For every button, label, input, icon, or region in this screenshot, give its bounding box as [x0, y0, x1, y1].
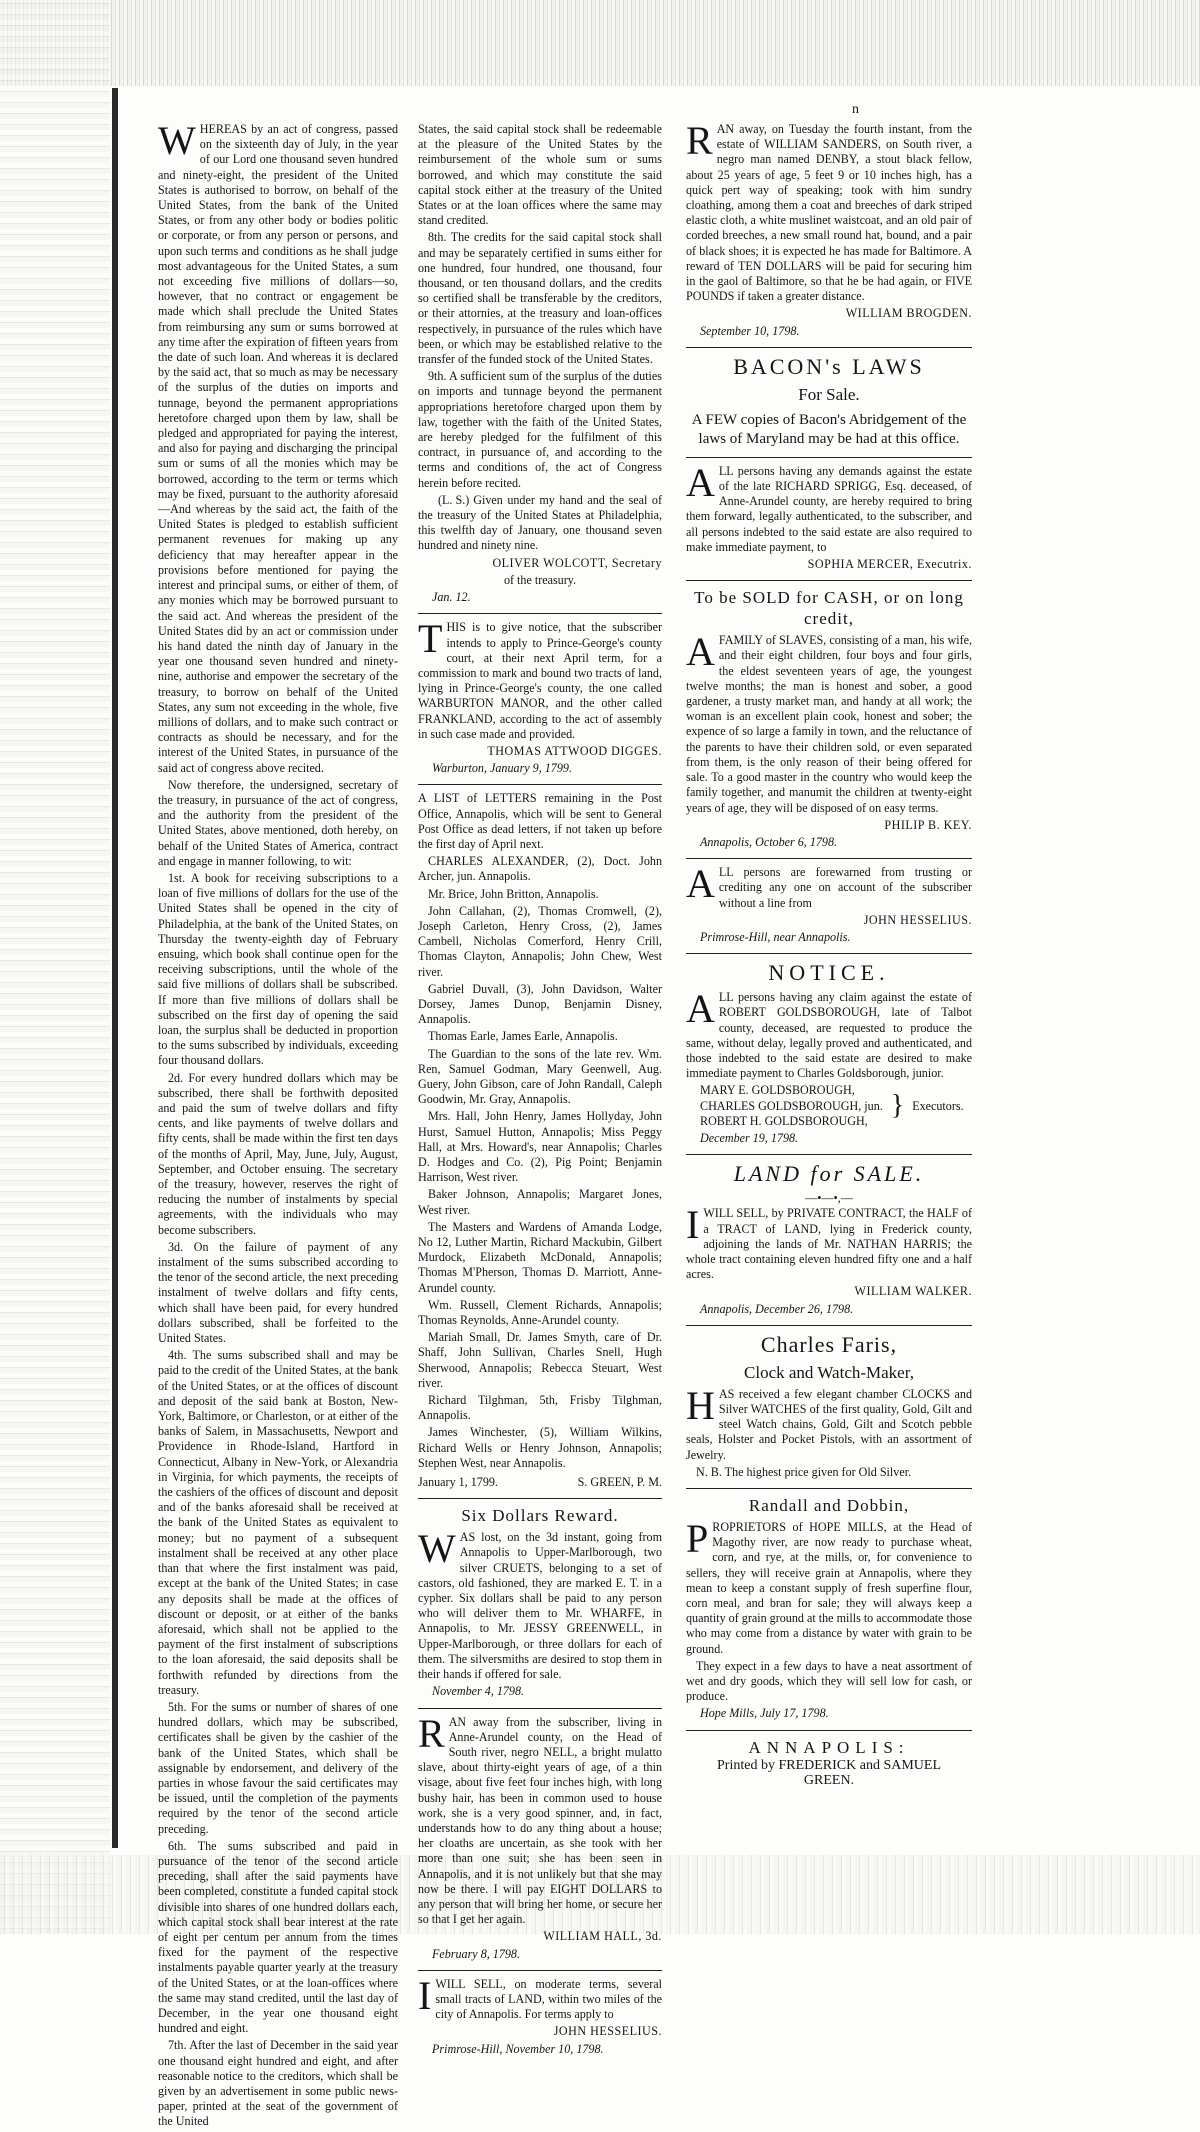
slaves-signature: PHILIP B. KEY.	[884, 817, 972, 832]
sprigg-signature: SOPHIA MERCER, Executrix.	[807, 557, 972, 572]
proclamation-para-7: 6th. The sums subscribed and paid in pursuance of the tenor of the second article preceding, shall after the said payments have been completed, constitute a funded capital stock divisible into shares of one hundred dollars each, which capital stock shall bear interest at the rate of eight per centum per annum from the times fixed for the payment of the respective instalments payable quarter yearly at the treasury of the United States, or at the loan-offices where the same may stand credited, until the last day of December, in the year one thousand eight hundred and eight.	[158, 1838, 398, 2036]
sprigg-estate	[686, 459, 972, 572]
proclamation-cont-1: 8th. The credits for the said capital stock shall and may be separately certified in sums either for one hundred, four hundred, one thousand, four thousand, or ten thousand dollars, and the credits so certified shall be transferable by the creditors, or their attornies, at the treasury and loan-offices respectively, in pursuance of the rules which have been, or which may be established relative to the transfer of the funded stock of the United States.	[418, 230, 662, 367]
land-for-sale	[686, 1161, 972, 1317]
hesselius-text: LL persons are forewarned from trusting or crediting any one on account of the subscriber without a line from	[718, 865, 972, 910]
letters-intro: A LIST of LETTERS remaining in the Post Office, Annapolis, which will be sent to General Post Office as dead letters, if not taken up before the first day of April next.	[418, 791, 662, 851]
slaves-date: Annapolis, October 6, 1798.	[700, 834, 838, 849]
divider	[686, 457, 972, 458]
letters-item: Gabriel Duvall, (3), John Davidson, Walter Dorsey, James Dunop, Benjamin Disney, Annapolis.	[418, 981, 662, 1027]
reward-title: Six Dollars Reward.	[461, 1506, 619, 1526]
reward-text: AS lost, on the 3d instant, going from Annapolis to Upper-Marlborough, two silver CRUETS, belonging to a set of castors, old fashioned, they are marked E. T. in a cypher. Six dollars shall be paid to any person who will deliver them to Mr. WHARFE, in Annapolis, to Mr. JESSY GREENWELL, in Upper-Marlborough, or three dollars for each of them. The silversmiths are desired to stop them in their hands if offered for sale.	[418, 1530, 662, 1682]
letters-item: Thomas Earle, James Earle, Annapolis.	[428, 1029, 618, 1044]
land-date: Primrose-Hill, November 10, 1798.	[432, 2041, 604, 2056]
letters-item: Mr. Brice, John Britton, Annapolis.	[428, 886, 599, 901]
wolcott-title: of the treasury.	[503, 572, 577, 587]
dropcap-h: H	[686, 1382, 715, 1428]
scan-noise-top	[0, 0, 1200, 86]
denby-date: September 10, 1798.	[700, 323, 800, 338]
divider	[686, 580, 972, 581]
column-1	[158, 118, 398, 2132]
divider	[418, 1498, 662, 1499]
letters-item: John Callahan, (2), Thomas Cromwell, (2), Joseph Carleton, Henry Cross, (2), James Cambell, Nicholas Comerford, Henry Crill, Thomas Clayton, Annapolis; John Chew, West river.	[418, 903, 662, 979]
land-text: WILL SELL, on moderate terms, several small tracts of LAND, within two miles of the city of Annapolis. For terms apply to	[435, 1976, 662, 2022]
letters-signature: S. GREEN, P. M.	[577, 1475, 662, 1490]
column-3	[686, 118, 972, 1788]
executor-name: ROBERT H. GOLDSBOROUGH,	[700, 1113, 868, 1128]
land-small-tracts	[418, 1972, 662, 2057]
page-border	[112, 88, 118, 1848]
proclamation-para-2: 1st. A book for receiving subscriptions to a loan of five millions of dollars for the use of the United States shall be opened in the city of Philadelphia, at the bank of the United States, on Thursday the twenty-eighth day of February ensuing, which book shall continue open for the receiving subscriptions, until the whole of the said five millions of dollars shall be subscribed. If more than five millions of dollars shall be subscribed on the first day of opening the said loan, the surplus shall be deducted in proportion to the sums subscribed by individuals, exceeding four thousand dollars.	[158, 870, 398, 1068]
divider	[686, 1325, 972, 1326]
letters-item: Baker Johnson, Annapolis; Margaret Jones, West river.	[418, 1187, 662, 1217]
land-signature: JOHN HESSELIUS.	[553, 2024, 662, 2039]
dropcap-i: I	[686, 1202, 700, 1248]
dropcap-r: R	[686, 118, 713, 163]
divider	[418, 613, 662, 614]
column-2	[418, 122, 662, 2065]
proclamation-para-8: 7th. After the last of December in the said year one thousand eight hundred and eight, and after reasonable notice to the creditors, which shall be given by an advertisement in some public news-paper, printed at the seat of the government of the United	[158, 2038, 398, 2129]
bacons-laws	[686, 354, 972, 449]
imprint-line-1: Printed by FREDERICK and SAMUEL	[717, 1757, 941, 1773]
divider	[686, 1488, 972, 1489]
proclamation-para-1: Now therefore, the undersigned, secretary of the treasury, in pursuance of the act of congress, and the authority from the president of the United States, above mentioned, doth hereby, on behalf of the United States of America, contract and engage in manner following, to wit:	[158, 777, 398, 868]
hesselius-place: Primrose-Hill, near Annapolis.	[700, 929, 851, 944]
landsale-title: LAND for SALE.	[733, 1161, 925, 1187]
letters-item: The Masters and Wardens of Amanda Lodge, No 12, Luther Martin, Richard Mackubin, Gilbert Murdock, Elizabeth McDonald, Annapolis; Thomas M'Pherson, Thomas D. Marriott, Anne-Arundel county.	[418, 1219, 662, 1295]
divider	[686, 1730, 972, 1731]
bacon-title: BACON's LAWS	[733, 353, 925, 379]
slaves-text: FAMILY of SLAVES, consisting of a man, his wife, and their eight children, four boys and four girls, the eldest seventeen years of age, the youngest twelve months; the man is honest and sober, a good gardener, a trusty market man, and handy at all work; the woman is an excellent plain cook, honest and sober; the expence of so large a family in town, and the reluctance of the parents to have their children sold, or even separated from them, is the only reason of their being offered for sale. To a good master in the country who would keep the family together, and manumit the children at twenty-eight years of age, they will be disposed of on easy terms.	[686, 633, 972, 815]
letters-item: Mariah Small, Dr. James Smyth, care of Dr. Shaff, John Sullivan, Charles Snell, Hugh Sherwood, Annapolis; Rebecca Steuart, West river.	[418, 1330, 662, 1390]
slaves-title: To be SOLD for CASH, or on long credit,	[694, 588, 964, 629]
proclamation-para-4: 3d. On the failure of payment of any instalment of the sums subscribed according to the tenor of the second article, the next preceding instalment of twelve dollars and fifty cents, which shall have been paid, for every hundred dollars subscribed, shall be forfeited to the United States.	[158, 1239, 398, 1346]
notice-title: NOTICE.	[768, 960, 890, 986]
randall-date: Hope Mills, July 17, 1798.	[700, 1706, 829, 1721]
treasury-proclamation	[158, 118, 398, 2130]
notice-text: LL persons having any claim against the estate of ROBERT GOLDSBOROUGH, late of Talbot county, deceased, are requested to produce the same, without delay, legally proved and authenticated, and those indebted to the said estate are desired to make immediate payment to Charles Goldsborough, junior.	[686, 990, 972, 1081]
hesselius-signature: JOHN HESSELIUS.	[863, 912, 972, 927]
faris-subtitle: Clock and Watch-Maker,	[744, 1362, 914, 1382]
divider	[686, 347, 972, 348]
dropcap-r: R	[418, 1710, 445, 1756]
dropcap-i: I	[418, 1972, 432, 2018]
randall-text-2: They expect in a few days to have a neat assortment of wet and dry goods, which they will sell low for cash, or produce.	[686, 1658, 972, 1704]
proclamation-cont-2: 9th. A sufficient sum of the surplus of the duties on imports and tunnage beyond the permanent appropriations heretofore charged upon them by law, together with the faith of the United States, are hereby pledged for the fulfilment of this contract, in pursuance of, and according to the terms and conditions of, the act of Congress herein before recited.	[418, 369, 662, 490]
proclamation-para-0: HEREAS by an act of congress, passed on the sixteenth day of July, in the year of our Lord one thousand seven hundred and ninety-eight, the president of the United States is authorised to borrow, on behalf of the United States, from the bank of the United States, or from any other body or bodies politic or corporate, or from any person or persons, and upon such terms and conditions as he shall judge most advantageous for the United States, a sum not exceeding five millions of dollars—so, however, that no contract or engagement be made which shall preclude the United States from reimbursing any sum or sums borrowed at any time after the expiration of fifteen years from the date of such loan. And whereas it is declared by the said act, that so much as may be necessary of the surplus of the duties on imports and tunnage, beyond the permanent appropriations heretofore charged upon them by law, shall be pledged and appropriated for paying the interest, and also for paying and discharging the principal sum or sums of all the monies which may be borrowed, according to the term or terms which may be fixed, pursuant to the authority aforesaid—And whereas by the said act, the faith of the United States is pledged to establish sufficient permanent revenues for making up any deficiency that may hereafter appear in the provisions before mentioned for paying the interest and principal sums, or either of them, of any monies which may be borrowed pursuant to the said act. And whereas the president of the United States did by an act or commission under his hand dated the ninth day of January in the year one thousand seven hundred and ninety-nine, authorise and empower the secretary of the treasury, to borrow on behalf of the United States, any sum not exceeding in the whole, five millions of dollars, and to make such contract or contracts as should be necessary, and for the interest of the United States, in pursuance of the said act of congress above recited.	[158, 122, 398, 775]
dropcap-p: P	[686, 1516, 709, 1561]
slaves-for-sale	[686, 587, 972, 850]
faris-title: Charles Faris,	[760, 1331, 898, 1357]
faris-clockmaker	[686, 1332, 972, 1480]
landsale-signature: WILLIAM WALKER.	[854, 1284, 972, 1299]
digges-date: Warburton, January 9, 1799.	[432, 761, 572, 776]
proclamation-para-6: 5th. For the sums or number of shares of one hundred dollars, which may be subscribed, certificates shall be given by the cashier of the bank of the United States, which shall be assignable by endorsement, and delivery of the parties in whose favour the said certificates may be issued, until the completion of the payments required by the tenor of the second article preceding.	[158, 1699, 398, 1836]
sprigg-text: LL persons having any demands against the estate of the late RICHARD SPRIGG, Esq. deceased, of Anne-Arundel county, are hereby required to bring them forward, legally authenticated, to the subscriber, and all persons indebted to the said estate are also required to make immediate payment, to	[686, 463, 972, 554]
bacon-text: A FEW copies of Bacon's Abridgement of the laws of Maryland may be had at this office.	[691, 411, 967, 447]
runaway-denby	[686, 118, 972, 339]
dropcap-w: W	[418, 1526, 456, 1572]
nell-date: February 8, 1798.	[432, 1946, 521, 1961]
digges-signature: THOMAS ATTWOOD DIGGES.	[487, 743, 662, 758]
divider	[686, 1154, 972, 1155]
proclamation-para-5: 4th. The sums subscribed shall and may be paid to the credit of the United States, at the bank of the United States, or at the offices of discount and deposit of the said bank at Boston, New-York, Baltimore, or Charleston, or at either of the banks of Salem, in Massachusetts, Newport and Providence in Rhode-Island, Hartford in Connecticut, Albany in New-York, or Alexandria in Virginia, for which payments, the receipts of the cashiers of the offices of discount and deposit and of the banks aforesaid shall be received at the bank of the United States as equivalent to money; but no payment of a subsequent instalment shall be received at any other place than that where the first instalment was paid, except at the bank of the United States; in case any deposits shall be made at the offices of discount or deposit, or at either of the banks aforesaid, which shall not be applied to the payment of the first instalment of subscriptions to the loan aforesaid, the said deposits shall be forthwith refunded by directions from the treasury.	[158, 1348, 398, 1697]
letters-item: Richard Tilghman, 5th, Frisby Tilghman, Annapolis.	[418, 1393, 662, 1423]
divider	[686, 953, 972, 954]
letters-item: The Guardian to the sons of the late rev. Wm. Ren, Samuel Godman, Mary Geenwell, Aug. Guery, John Gibson, care of John Randall, Caleph Goodwin, Mr. Gray, Annapolis.	[418, 1046, 662, 1107]
imprint-line-2: GREEN.	[803, 1772, 855, 1788]
notice-date: December 19, 1798.	[700, 1130, 799, 1145]
folio-mark: n	[852, 102, 859, 117]
faris-text: AS received a few elegant chamber CLOCKS and Silver WATCHES of the first quality, Gold, Gilt and steel Watch chains, Gold, Gilt and Scotch pebble seals, Holster and Pocket Pistols, with an assortment of Jewelry.	[686, 1386, 972, 1462]
letters-item: Wm. Russell, Clement Richards, Annapolis; Thomas Reynolds, Anne-Arundel county.	[418, 1297, 662, 1328]
randall-dobbin	[686, 1495, 972, 1722]
letters-date: January 1, 1799.	[418, 1475, 498, 1490]
landsale-text: WILL SELL, by PRIVATE CONTRACT, the HALF of a TRACT of LAND, lying in Frederick county, adjoining the lands of Mr. NATHAN HARRIS; the whole tract containing eleven hundred fifty one and a half acres.	[686, 1206, 972, 1282]
divider	[418, 784, 662, 785]
dropcap-w: W	[158, 118, 196, 163]
denby-text: AN away, on Tuesday the fourth instant, from the estate of WILLIAM SANDERS, on South river, a negro man named DENBY, a stout black fellow, about 25 years of age, 5 feet 9 or 10 inches high, has a quick pert way of speaking; took with him sundry cloathing, among them a coat and breeches of dark striped elastic cloth, a white muslinet waistcoat, and an old pair of corded breeches, a new small round hat, bound, and a pair of black shoes; it is expected he has made for Baltimore. A reward of TEN DOLLARS will be paid for securing him in the gaol of Baltimore, so that he be had again, or FIVE POUNDS if taken a greater distance.	[686, 122, 972, 304]
dropcap-a: A	[686, 861, 715, 907]
landsale-date: Annapolis, December 26, 1798.	[700, 1301, 854, 1316]
executors-label: Executors.	[912, 1098, 964, 1113]
letters-item: Mrs. Hall, John Henry, James Hollyday, John Hurst, Samuel Hutton, Annapolis; Miss Peggy Hall, at Mrs. Howard's, near Annapolis; Charles D. Hodges and Co. (2), Pig Point; Benjamin Harrison, West river.	[418, 1109, 662, 1185]
hesselius-warning	[686, 861, 972, 945]
proclamation-cont-3: Given under my hand and the seal of the treasury of the United States at Philadelphia, this twelfth day of January, one thousand seven hundred and ninety nine.	[418, 492, 662, 553]
brace-glyph: }	[890, 1090, 905, 1122]
faris-nb: N. B. The highest price given for Old Silver.	[696, 1464, 912, 1479]
wolcott-date: Jan. 12.	[432, 590, 471, 605]
wolcott-signature: OLIVER WOLCOTT, Secretary	[492, 555, 662, 570]
dropcap-t: T	[418, 616, 443, 662]
randall-title: Randall and Dobbin,	[748, 1496, 910, 1515]
proclamation-continued	[418, 122, 662, 605]
randall-text: ROPRIETORS of HOPE MILLS, at the Head of Magothy river, are now ready to purchase wheat, corn, and rye, at the mills, or, for convenience to sellers, they will receive grain at Annapolis, where they mean to keep a constant supply of fresh superfine flour, corn meal, and bran for sale; they will always keep a quantity of grain ground at the mills to accommodate those who may come from a distance by water with grain to be ground.	[686, 1520, 972, 1656]
landsale-ornament: —•—•,—	[805, 1191, 853, 1206]
proclamation-para-3: 2d. For every hundred dollars which may be subscribed, there shall be forthwith deposited and paid the sum of twelve dollars and fifty cents, and like payments of twelve dollars and fifty cents, shall be made within the first ten days of the months of April, May, June, July, August, September, and October ensuing. The secretary of the treasury, however, reserves the right of reducing the number of instalments by special agreements, with the individuals who may become subscribers.	[158, 1070, 398, 1237]
treasury-seal: (L. S.)	[438, 492, 470, 507]
nell-signature: WILLIAM HALL, 3d.	[543, 1929, 662, 1944]
letters-list	[418, 791, 662, 1490]
reward-date: November 4, 1798.	[432, 1684, 525, 1699]
nell-text: AN away from the subscriber, living in Anne-Arundel county, on the Head of South river, negro NELL, a bright mulatto slave, about thirty-eight years of age, of a thin visage, about five feet four inches high, with long bushy hair, has been in common used to house work, she is a very good spinner, and, in fact, understands how to do any thing about a house; her cloaths are uncertain, as she took with her more than one suit; she has been seen in Annapolis, and it is not unlikely but that she may now be there. I will pay EIGHT DOLLARS to any person that will bring her home, or secure her so that I get her again.	[418, 1714, 662, 1927]
denby-signature: WILLIAM BROGDEN.	[845, 306, 972, 321]
divider	[686, 858, 972, 859]
proclamation-cont-0: States, the said capital stock shall be redeemable at the pleasure of the United States by the reimbursement of the whole sum or sums borrowed, and which may constitute the said capital stock either at the treasury of the United States or at the loan offices where the same may stand credited.	[418, 122, 662, 228]
runaway-nell	[418, 1710, 662, 1962]
executor-name: CHARLES GOLDSBOROUGH, jun.	[700, 1098, 883, 1113]
letters-item: CHARLES ALEXANDER, (2), Doct. John Archer, jun. Annapolis.	[418, 854, 662, 884]
divider	[418, 1708, 662, 1709]
dropcap-a: A	[686, 986, 715, 1032]
digges-text: HIS is to give notice, that the subscriber intends to apply to Prince-George's county court, at their next April term, for a commission to mark and bound two tracts of land, lying in Prince-George's county, the one called WARBURTON MANOR, and the other called FRANKLAND, according to the act of assembly in such case made and provided.	[418, 620, 662, 741]
executor-name: MARY E. GOLDSBOROUGH,	[700, 1083, 855, 1098]
dropcap-a: A	[686, 629, 715, 675]
imprint-city: ANNAPOLIS:	[748, 1737, 910, 1757]
scan-noise-left	[0, 0, 110, 1934]
digges-notice	[418, 616, 662, 776]
bacon-subtitle: For Sale.	[798, 384, 860, 404]
printer-imprint	[686, 1737, 972, 1788]
dropcap-a: A	[686, 459, 715, 505]
divider	[418, 1970, 662, 1971]
letters-item: James Winchester, (5), William Wilkins, Richard Wells or Henry Johnson, Annapolis; Stephen West, near Annapolis.	[418, 1425, 662, 1470]
goldsborough-notice	[686, 960, 972, 1146]
six-dollars-reward	[418, 1505, 662, 1699]
